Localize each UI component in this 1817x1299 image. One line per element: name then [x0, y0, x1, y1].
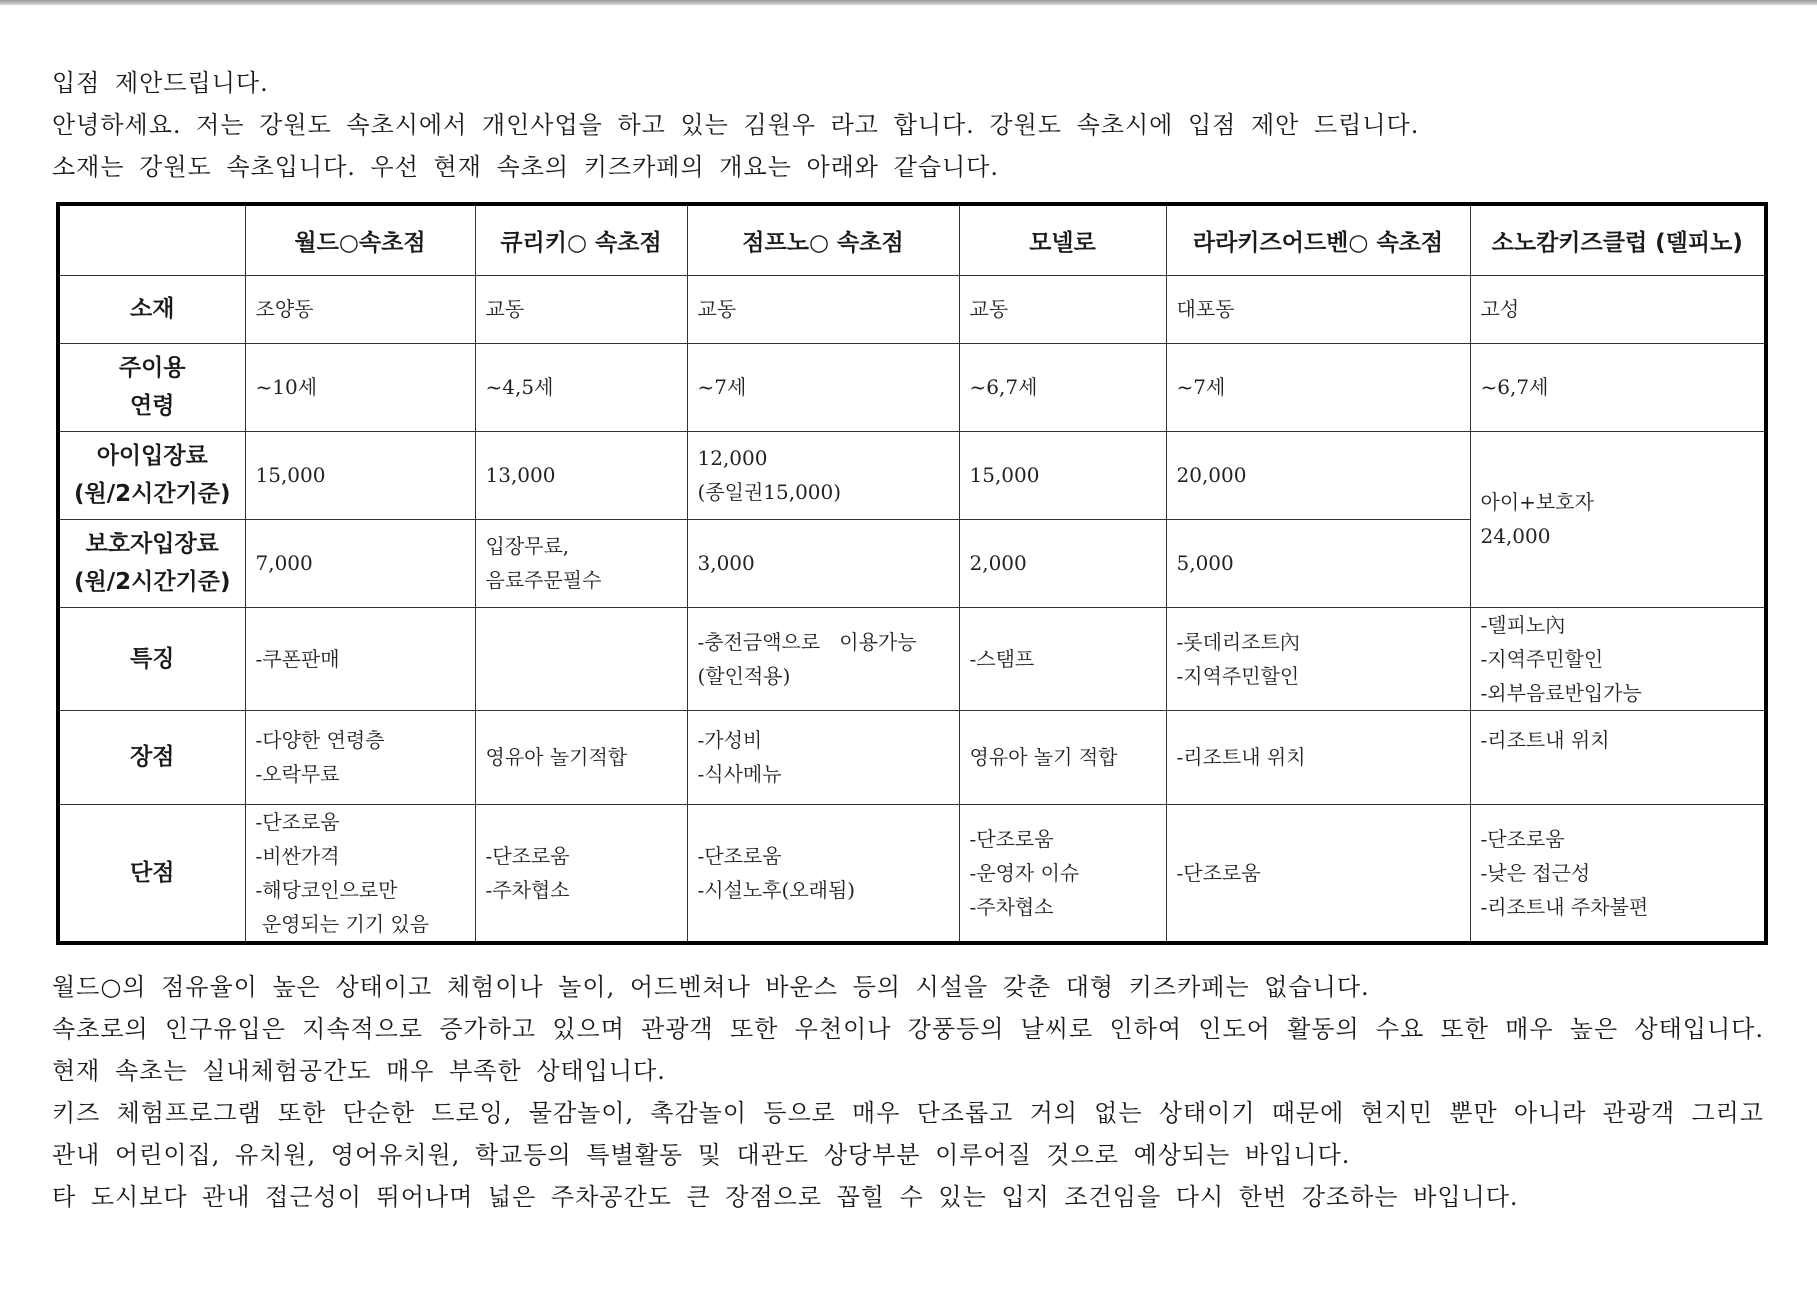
corner-cell	[58, 204, 245, 275]
cell-line: -단조로움	[969, 826, 1054, 851]
cell-line: 7,000	[255, 551, 313, 575]
cons-cell	[475, 804, 687, 943]
age-row	[58, 343, 1766, 431]
cons-cell	[687, 804, 959, 943]
cell-line: -오락무료	[255, 762, 340, 786]
cell-line: 운영되는 기기 있음	[255, 911, 430, 936]
cons-cell	[245, 804, 475, 943]
kid-fee-cell	[687, 431, 959, 519]
cons-row	[58, 804, 1766, 943]
column-header: 라라키즈어드벤○ 속초점	[1166, 204, 1470, 275]
cell-line: -단조로움	[1480, 826, 1565, 851]
cell-line: -지역주민할인	[1480, 646, 1604, 671]
kid-fee-cell	[959, 431, 1166, 519]
parent-fee-cell	[1166, 519, 1470, 607]
cell-line: 2,000	[969, 551, 1027, 575]
features-cell	[475, 607, 687, 710]
row-label-line: 아이입장료	[96, 443, 208, 469]
cell-line: (종일권15,000)	[697, 480, 842, 504]
row-label: 특징	[58, 607, 245, 710]
cell-line: -리조트내 위치	[1480, 727, 1610, 752]
features-cell	[1166, 607, 1470, 710]
cell-line: 영유아 놀기적합	[485, 745, 628, 769]
cell-line: (할인적용)	[697, 663, 791, 688]
location-cell: 교동	[475, 275, 687, 343]
cell-line: -단조로움	[255, 809, 340, 834]
cell-line: -가성비	[697, 728, 763, 752]
cell-line: -낮은 접근성	[1480, 860, 1591, 885]
column-header: 점프노○ 속초점	[687, 204, 959, 275]
column-header: 큐리키○ 속초점	[475, 204, 687, 275]
location-cell: 고성	[1470, 275, 1766, 343]
cell-line: -운영자 이슈	[969, 860, 1080, 885]
pros-cell	[475, 710, 687, 804]
row-label: 장점	[58, 710, 245, 804]
cell-line: 영유아 놀기 적합	[969, 745, 1118, 769]
row-label-line: (원/2시간기준)	[73, 569, 231, 595]
age-cell: ~7세	[1166, 343, 1470, 431]
cell-line: -리조트내 위치	[1176, 745, 1306, 769]
column-header: 소노캄키즈클럽 (델피노)	[1470, 204, 1766, 275]
pros-cell	[1470, 710, 1766, 804]
pros-cell	[1166, 710, 1470, 804]
pros-cell	[687, 710, 959, 804]
age-cell: ~7세	[687, 343, 959, 431]
column-header: 모넬로	[959, 204, 1166, 275]
cell-line: -다양한 연령층	[255, 728, 385, 752]
features-cell	[959, 607, 1166, 710]
cons-cell	[1166, 804, 1470, 943]
parent-fee-cell	[687, 519, 959, 607]
cell-line: -주차협소	[485, 877, 570, 902]
kid-fee-cell	[1166, 431, 1470, 519]
cell-line: -주차협소	[969, 894, 1054, 919]
parent-fee-cell	[959, 519, 1166, 607]
conclusion-section	[52, 966, 1764, 1218]
features-row	[58, 607, 1766, 710]
conclusion-paragraph: 키즈 체험프로그램 또한 단순한 드로잉, 물감놀이, 촉감놀이 등으로 매우 단조롭고 거의 없는 상태이기 때문에 현지민 뿐만 아니라 관광객 그리고 관내 어린이집, 유치원, 영어유치원, 학교등의 특별활동 및 대관도 상당부분 이루어질 것으로 예상되는 바입니다.	[52, 1099, 1764, 1169]
kid-fee-cell	[245, 431, 475, 519]
kid-fee-cell	[475, 431, 687, 519]
intro-overview: 소재는 강원도 속초입니다. 우선 현재 속초의 키즈카페의 개요는 아래와 같습니다.	[52, 153, 999, 181]
top-border	[0, 0, 1817, 5]
location-row	[58, 275, 1766, 343]
row-label	[58, 431, 245, 519]
cell-line: 13,000	[485, 463, 556, 487]
pros-cell	[245, 710, 475, 804]
combined-fee-cell	[1470, 431, 1766, 607]
header-row	[58, 204, 1766, 275]
row-label-line: 주이용	[118, 355, 186, 381]
kids-cafe-comparison-table	[56, 202, 1768, 945]
cell-line: -단조로움	[485, 843, 570, 868]
conclusion-paragraph: 월드○의 점유율이 높은 상태이고 체험이나 놀이, 어드벤쳐나 바운스 등의 시설을 갖춘 대형 키즈카페는 없습니다.	[52, 973, 1370, 1001]
cell-line: 입장무료,	[485, 534, 570, 558]
age-cell: ~6,7세	[1470, 343, 1766, 431]
cell-line: -지역주민할인	[1176, 663, 1300, 688]
location-cell: 조양동	[245, 275, 475, 343]
features-cell	[687, 607, 959, 710]
kid-fee-row	[58, 431, 1766, 519]
cell-line: -충전금액으로 이용가능	[697, 629, 917, 654]
parent-fee-cell	[475, 519, 687, 607]
cell-line: -리조트내 주차불편	[1480, 894, 1649, 919]
conclusion-paragraph: 타 도시보다 관내 접근성이 뛰어나며 넓은 주차공간도 큰 장점으로 꼽힐 수 있는 입지 조건임을 다시 한번 강조하는 바입니다.	[52, 1183, 1519, 1211]
location-cell: 교동	[959, 275, 1166, 343]
cell-line: 15,000	[969, 463, 1040, 487]
row-label: 단점	[58, 804, 245, 943]
cell-line: -비싼가격	[255, 843, 340, 868]
pros-cell	[959, 710, 1166, 804]
intro-greeting: 안녕하세요. 저는 강원도 속초시에서 개인사업을 하고 있는 김원우 라고 합니다. 강원도 속초시에 입점 제안 드립니다.	[52, 111, 1420, 139]
location-cell: 대포동	[1166, 275, 1470, 343]
cell-line: 음료주문필수	[485, 568, 602, 592]
pros-row	[58, 710, 1766, 804]
features-cell	[245, 607, 475, 710]
cell-line: -외부음료반입가능	[1480, 680, 1642, 705]
cell-line: -해당코인으로만	[255, 877, 398, 902]
cell-line: -단조로움	[1176, 860, 1261, 885]
row-label-line: (원/2시간기준)	[73, 481, 231, 507]
cell-line: -시설노후(오래됨)	[697, 877, 856, 902]
conclusion-paragraph: 속초로의 인구유입은 지속적으로 증가하고 있으며 관광객 또한 우천이나 강풍등의 날씨로 인하여 인도어 활동의 수요 또한 매우 높은 상태입니다. 현재 속초는 실내체험공간도 매우 부족한 상태입니다.	[52, 1015, 1764, 1085]
location-cell: 교동	[687, 275, 959, 343]
cons-cell	[959, 804, 1166, 943]
age-cell: ~10세	[245, 343, 475, 431]
cell-line: 15,000	[255, 463, 326, 487]
cell-line: -단조로움	[697, 843, 782, 868]
row-label-line: 연령	[130, 393, 175, 419]
cell-line: -롯데리조트內	[1176, 629, 1300, 654]
cell-line: -스탬프	[969, 646, 1035, 671]
cell-line: 5,000	[1176, 551, 1234, 575]
row-label: 소재	[58, 275, 245, 343]
cell-line: 24,000	[1480, 524, 1551, 548]
parent-fee-cell	[245, 519, 475, 607]
intro-title: 입점 제안드립니다.	[52, 69, 269, 97]
cell-line: 3,000	[697, 551, 755, 575]
cons-cell	[1470, 804, 1766, 943]
intro-section	[52, 62, 1772, 188]
row-label-line: 보호자입장료	[85, 531, 219, 557]
features-cell	[1470, 607, 1766, 710]
row-label	[58, 519, 245, 607]
cell-line: -델피노內	[1480, 612, 1566, 637]
cell-line: 20,000	[1176, 463, 1247, 487]
age-cell: ~6,7세	[959, 343, 1166, 431]
cell-line: 12,000	[697, 446, 768, 470]
cell-line: 아이+보호자	[1480, 490, 1594, 514]
column-header: 월드○속초점	[245, 204, 475, 275]
age-cell: ~4,5세	[475, 343, 687, 431]
row-label	[58, 343, 245, 431]
cell-line: -식사메뉴	[697, 762, 782, 786]
cell-line: -쿠폰판매	[255, 646, 340, 671]
